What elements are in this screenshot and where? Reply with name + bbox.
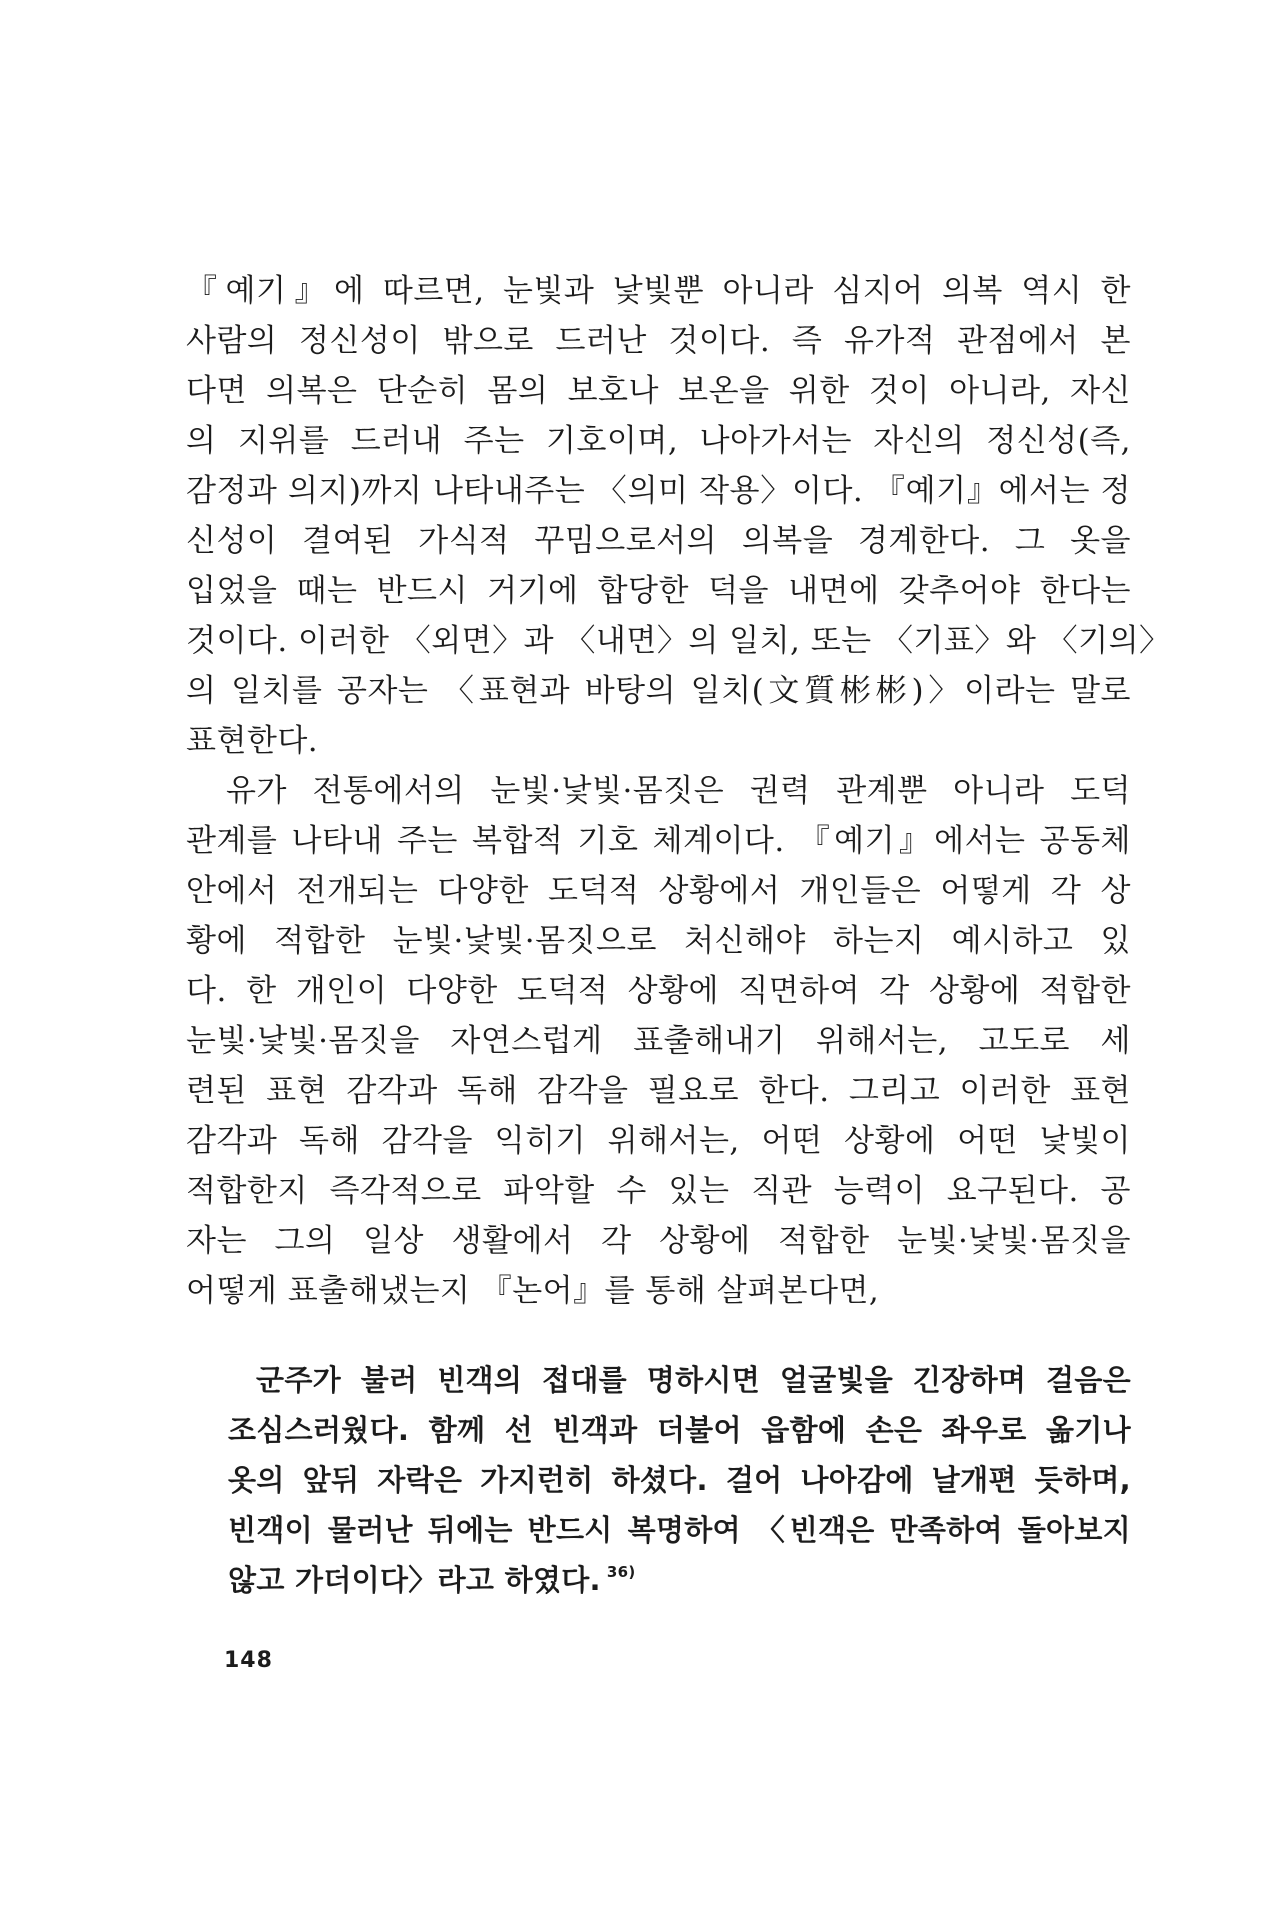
text-line: 것이다. 이러한 〈외면〉과 〈내면〉의 일치, 또는 〈기표〉와 〈기의〉 <box>186 623 1171 659</box>
text-line: 황에 적합한 눈빛·낯빛·몸짓으로 처신해야 하는지 예시하고 있 <box>186 923 1131 959</box>
quote-line: 군주가 불러 빈객의 접대를 명하시면 얼굴빛을 긴장하며 걸음은 <box>256 1363 1131 1397</box>
quote-line-text: 않고 가더이다〉라고 하였다. <box>228 1563 601 1597</box>
text-line: 의 지위를 드러내 주는 기호이며, 나아가서는 자신의 정신성(즉, <box>186 423 1131 459</box>
text-line: 사람의 정신성이 밖으로 드러난 것이다. 즉 유가적 관점에서 본 <box>186 323 1131 359</box>
text-line: 감각과 독해 감각을 익히기 위해서는, 어떤 상황에 어떤 낯빛이 <box>186 1123 1131 1159</box>
quote-line: 옷의 앞뒤 자락은 가지런히 하셨다. 걸어 나아감에 날개편 듯하며, <box>228 1463 1131 1497</box>
text-line: 감정과 의지)까지 나타내주는 〈의미 작용〉이다. 『예기』에서는 정 <box>186 473 1131 509</box>
text-line: 신성이 결여된 가식적 꾸밈으로서의 의복을 경계한다. 그 옷을 <box>186 523 1131 559</box>
text-line: 입었을 때는 반드시 거기에 합당한 덕을 내면에 갖추어야 한다는 <box>186 573 1131 609</box>
text-line: 『예기』에 따르면, 눈빛과 낯빛뿐 아니라 심지어 의복 역시 한 <box>186 273 1131 309</box>
text-line: 다면 의복은 단순히 몸의 보호나 보온을 위한 것이 아니라, 자신 <box>186 373 1131 409</box>
text-line: 어떻게 표출해냈는지 『논어』를 통해 살펴본다면, <box>186 1273 880 1309</box>
quote-line <box>228 1555 1131 1605</box>
text-line: 안에서 전개되는 다양한 도덕적 상황에서 개인들은 어떻게 각 상 <box>186 873 1131 909</box>
text-line: 눈빛·낯빛·몸짓을 자연스럽게 표출해내기 위해서는, 고도로 세 <box>186 1023 1131 1059</box>
text-line: 적합한지 즉각적으로 파악할 수 있는 직관 능력이 요구된다. 공 <box>186 1173 1131 1209</box>
text-line: 유가 전통에서의 눈빛·낯빛·몸짓은 권력 관계뿐 아니라 도덕 <box>226 773 1131 809</box>
text-line: 의 일치를 공자는 〈표현과 바탕의 일치(文質彬彬)〉이라는 말로 <box>186 673 1131 709</box>
text-line: 관계를 나타내 주는 복합적 기호 체계이다. 『예기』에서는 공동체 <box>186 823 1131 859</box>
quote-line: 빈객이 물러난 뒤에는 반드시 복명하여 〈빈객은 만족하여 돌아보지 <box>228 1513 1131 1547</box>
paragraph-1 <box>186 266 1171 766</box>
page-number: 148 <box>224 1648 273 1673</box>
quote-line: 조심스러웠다. 함께 선 빈객과 더불어 읍함에 손은 좌우로 옮기나 <box>228 1413 1131 1447</box>
text-line: 련된 표현 감각과 독해 감각을 필요로 한다. 그리고 이러한 표현 <box>186 1073 1131 1109</box>
text-line: 표현한다. <box>186 723 319 759</box>
block-quote <box>228 1355 1131 1605</box>
paragraph-2 <box>186 766 1131 1316</box>
footnote-marker: 36) <box>606 1563 636 1581</box>
body-text <box>186 266 1171 1316</box>
text-line: 다. 한 개인이 다양한 도덕적 상황에 직면하여 각 상황에 적합한 <box>186 973 1131 1009</box>
text-line: 자는 그의 일상 생활에서 각 상황에 적합한 눈빛·낯빛·몸짓을 <box>186 1223 1131 1259</box>
